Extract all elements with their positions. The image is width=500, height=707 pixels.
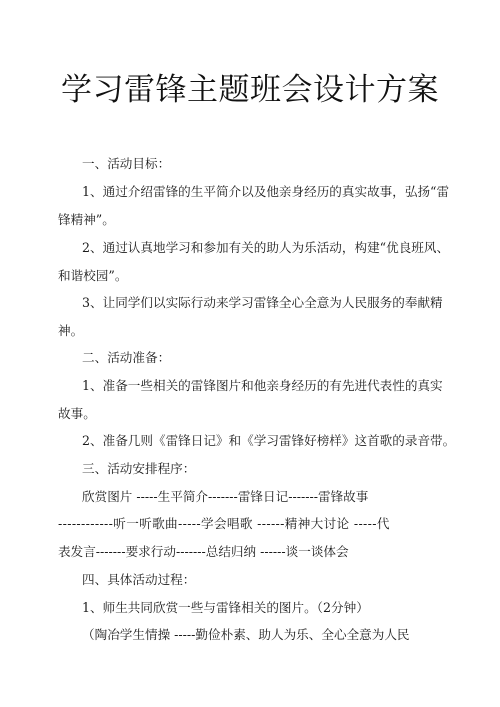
procedure-line: 表发言-------要求行动-------总结归纳 ------谈一谈体会 (58, 544, 349, 559)
paragraph-line: （陶冶学生情操 -----勤俭朴素、助人为乐、全心全意为人民 (82, 627, 410, 642)
section-heading-process: 四、具体活动过程： (82, 572, 196, 587)
paragraph-line: 2、准备几则《雷锋日记》和《学习雷锋好榜样》这首歌的录音带。 (82, 433, 456, 448)
section-heading-goals: 一、活动目标： (82, 156, 171, 171)
section-heading-procedure: 三、活动安排程序： (82, 461, 196, 476)
paragraph-line: 1、通过介绍雷锋的生平简介以及他亲身经历的真实故事，弘扬“雷 (82, 184, 450, 199)
paragraph-line: 故事。 (58, 406, 96, 421)
paragraph-line: 1、师生共同欣赏一些与雷锋相关的图片。（2分钟） (82, 600, 369, 615)
paragraph-line: 2、通过认真地学习和参加有关的助人为乐活动，构建“优良班风、 (82, 240, 450, 255)
section-heading-preparation: 二、活动准备： (82, 350, 171, 365)
paragraph-line: 和谐校园”。 (58, 268, 128, 283)
procedure-line: ------------听一听歌曲-----学会唱歌 ------精神大讨论 -----代 (58, 516, 390, 531)
paragraph-line: 1、准备一些相关的雷锋图片和他亲身经历的有先进代表性的真实 (82, 378, 443, 393)
procedure-line: 欣赏图片 -----生平简介-------雷锋日记-------雷锋故事 (82, 489, 369, 504)
paragraph-line: 锋精神”。 (58, 212, 115, 227)
paragraph-line: 神。 (58, 323, 84, 338)
paragraph-line: 3、让同学们以实际行动来学习雷锋全心全意为人民服务的奉献精 (82, 295, 443, 310)
document-title: 学习雷锋主题班会设计方案 (61, 72, 439, 108)
